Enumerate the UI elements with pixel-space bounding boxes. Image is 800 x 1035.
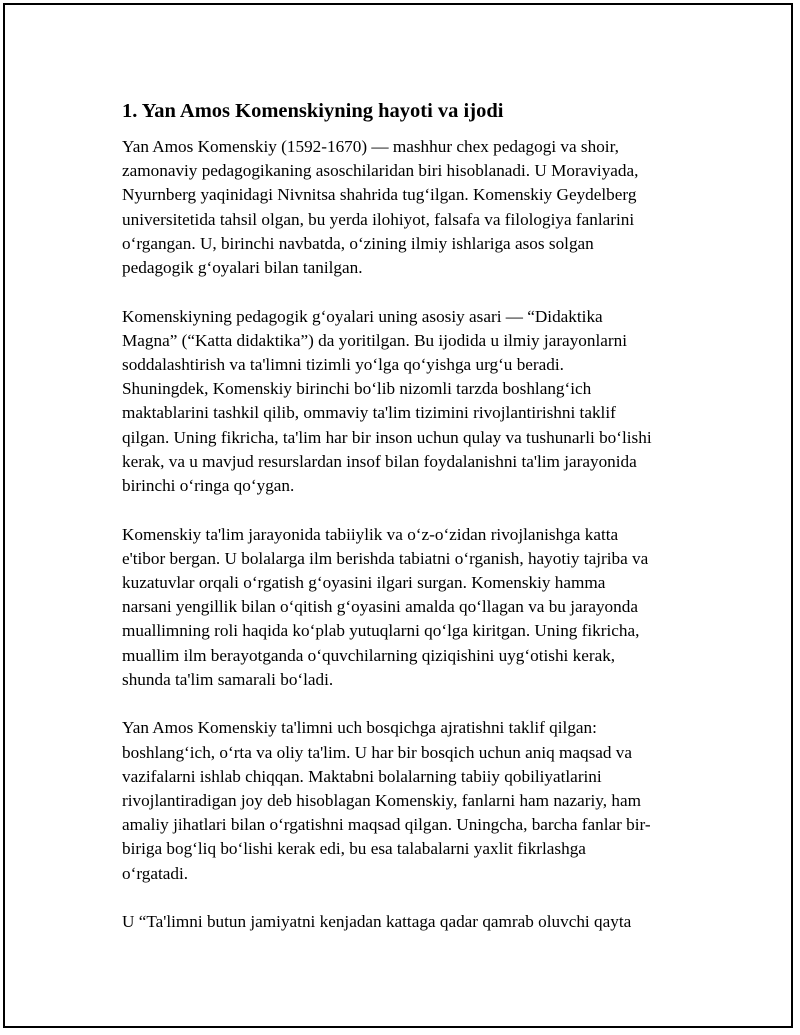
text-line: o‘rgangan. U, birinchi navbatda, o‘zining ilmiy ishlariga asos solgan [122, 233, 594, 253]
text-line: vazifalarni ishlab chiqqan. Maktabni bolalarning tabiiy qobiliyatlarini [122, 766, 602, 786]
text-line: shunda ta'lim samarali bo‘ladi. [122, 669, 334, 689]
document-body [122, 97, 702, 959]
text-line: Komenskiy ta'lim jarayonida tabiiylik va o‘z-o‘zidan rivojlanishga katta [122, 524, 619, 544]
paragraph-education-stages [122, 716, 702, 885]
section-heading: 1. Yan Amos Komenskiyning hayoti va ijodi [122, 100, 504, 122]
page-frame [3, 3, 793, 1028]
text-line: muallim ilm berayotganda o‘quvchilarning qiziqishini uyg‘otishi kerak, [122, 645, 616, 665]
paragraph-continuation [122, 910, 702, 934]
text-line: boshlang‘ich, o‘rta va oliy ta'lim. U har bir bosqich uchun aniq maqsad va [122, 742, 633, 762]
text-line: Komenskiyning pedagogik g‘oyalari uning asosiy asari — “Didaktika [122, 306, 603, 326]
text-line: birinchi o‘ringa qo‘ygan. [122, 476, 295, 496]
text-line: Yan Amos Komenskiy ta'limni uch bosqichga ajratishni taklif qilgan: [122, 718, 597, 738]
text-line: e'tibor bergan. U bolalarga ilm berishda tabiatni o‘rganish, hayotiy tajriba va [122, 548, 649, 568]
text-line: zamonaviy pedagogikaning asoschilaridan biri hisoblanadi. U Moraviyada, [122, 161, 639, 181]
text-line: universitetida tahsil olgan, bu yerda ilohiyot, falsafa va filologiya fanlarini [122, 209, 635, 229]
text-line: rivojlantiradigan joy deb hisoblagan Komenskiy, fanlarni ham nazariy, ham [122, 791, 641, 811]
text-line: Shuningdek, Komenskiy birinchi bo‘lib nizomli tarzda boshlang‘ich [122, 379, 592, 399]
text-line: amaliy jihatlari bilan o‘rgatishni maqsad qilgan. Uningcha, barcha fanlar bir- [122, 815, 651, 835]
paragraph-natural-learning [122, 523, 702, 692]
text-line: Magna” (“Katta didaktika”) da yoritilgan. Bu ijodida u ilmiy jarayonlarni [122, 330, 627, 350]
text-line: soddalashtirish va ta'limni tizimli yo‘lga qo‘yishga urg‘u beradi. [122, 355, 564, 375]
paragraph-biography [122, 135, 702, 280]
text-line: Yan Amos Komenskiy (1592-1670) — mashhur chex pedagogi va shoir, [122, 137, 619, 156]
text-line: maktablarini tashkil qilib, ommaviy ta'lim tizimini rivojlantirishni taklif [122, 403, 616, 423]
text-line: Nyurnberg yaqinidagi Nivnitsa shahrida tug‘ilgan. Komenskiy Geydelberg [122, 185, 637, 205]
text-line: o‘rgatadi. [122, 863, 189, 883]
text-line: qilgan. Uning fikricha, ta'lim har bir inson uchun qulay va tushunarli bo‘lishi [122, 427, 652, 447]
text-line: muallimning roli haqida ko‘plab yutuqlarni qo‘lga kiritgan. Uning fikricha, [122, 621, 640, 641]
text-line: pedagogik g‘oyalari bilan tanilgan. [122, 258, 363, 278]
text-line: U “Ta'limni butun jamiyatni kenjadan kattaga qadar qamrab oluvchi qayta [122, 912, 632, 932]
text-line: kerak, va u mavjud resurslardan insof bilan foydalanishni ta'lim jarayonida [122, 451, 637, 471]
paragraph-didactica [122, 305, 702, 499]
text-line: kuzatuvlar orqali o‘rgatish g‘oyasini ilgari surgan. Komenskiy hamma [122, 573, 606, 593]
text-line: narsani yengillik bilan o‘qitish g‘oyasini amalda qo‘llagan va bu jarayonda [122, 597, 638, 617]
text-line: biriga bog‘liq bo‘lishi kerak edi, bu esa talabalarni yaxlit fikrlashga [122, 839, 586, 859]
